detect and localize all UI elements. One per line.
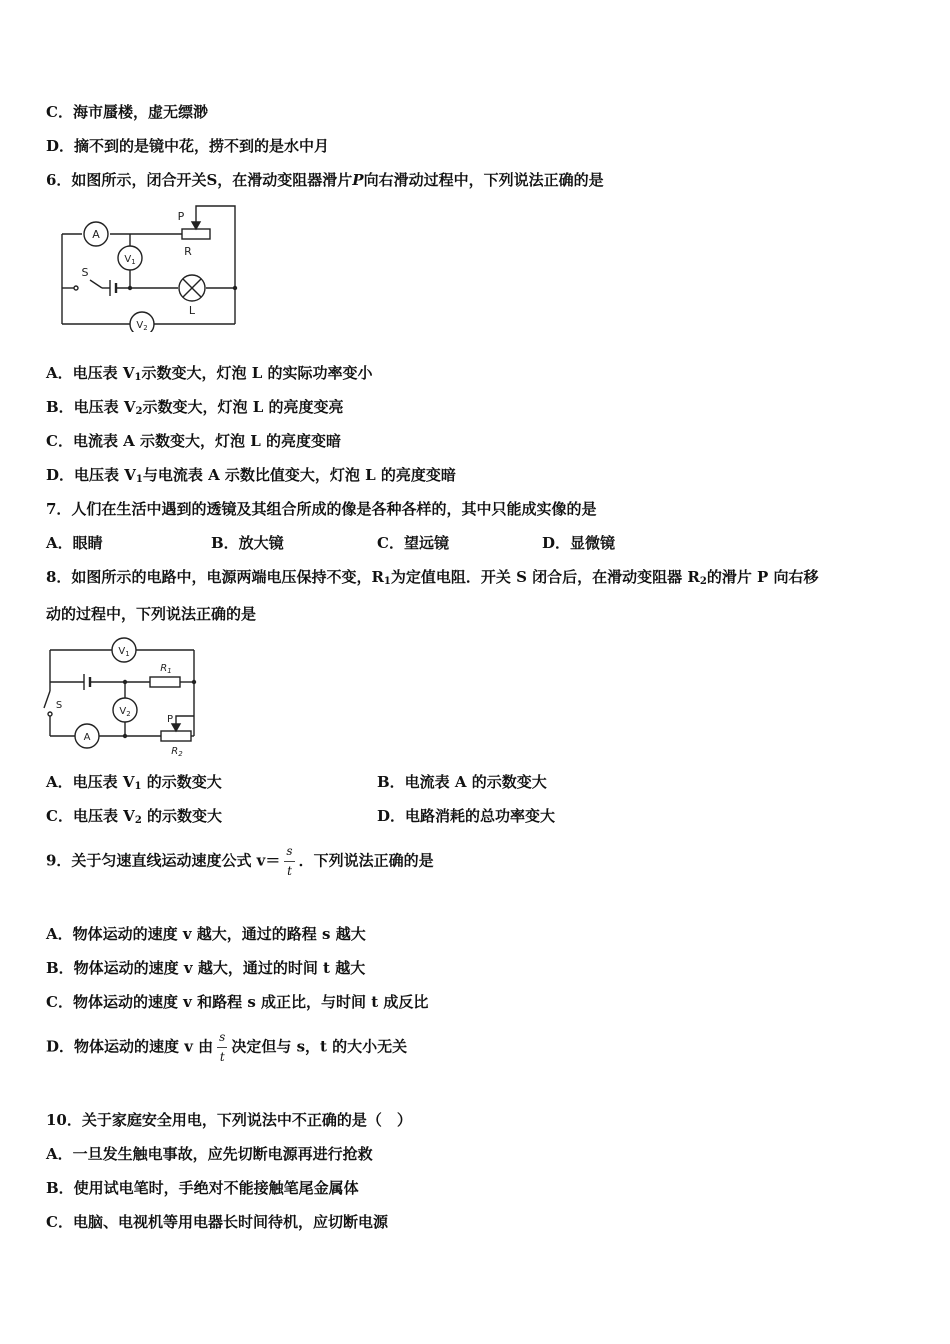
v1-sub: 1 — [125, 650, 130, 658]
q8-option-d: D．电路消耗的总功率变大 — [377, 807, 556, 825]
q10-stem: 10．关于家庭安全用电，下列说法中不正确的是（ ） — [46, 1111, 412, 1129]
q6-option-d: D．电压表 $V_1$与电流表 A 示数比值变大，灯泡 L 的亮度变暗 — [46, 466, 456, 485]
v2-sub: 2 — [143, 324, 148, 332]
svg-text:R1 — [160, 663, 171, 675]
prev-option-d: D．摘不到的是镜中花，捞不到的是水中月 — [46, 137, 330, 155]
q8-circuit-diagram — [40, 636, 205, 761]
svg-text:V2 — [119, 706, 130, 718]
q7-stem: 7．人们在生活中遇到的透镜及其组合所成的像是各种各样的，其中只能成实像的是 — [46, 500, 597, 518]
q7-option-b: B．放大镜 — [211, 534, 284, 552]
r1-sub: 1 — [167, 667, 172, 675]
switch-s-label: S — [81, 266, 89, 279]
q10-option-a: A．一旦发生触电事故，应先切断电源再进行抢救 — [46, 1145, 373, 1163]
q6-option-b: B．电压表 $V_2$示数变大，灯泡 L 的亮度变亮 — [46, 398, 344, 417]
q8-stem-line2: 动的过程中，下列说法正确的是 — [46, 605, 257, 623]
q9-option-d: D．物体运动的速度 v 由 $\frac{s}{t}$ 决定但与 s，t 的大小无关 — [46, 1030, 408, 1064]
v2-label: V — [119, 706, 127, 717]
switch-s-label: S — [55, 700, 63, 711]
r1-label: R — [160, 663, 168, 674]
prev-option-c: C．海市蜃楼，虚无缥渺 — [46, 103, 208, 121]
slider-p-label: P — [166, 714, 174, 725]
ammeter-label: A — [92, 228, 100, 241]
ammeter-label: A — [83, 732, 91, 743]
q9-option-d-fraction: $\frac{s}{t}$ — [219, 1030, 226, 1064]
q9-option-a: A．物体运动的速度 v 越大，通过的路程 s 越大 — [46, 925, 366, 943]
q7-option-c: C．望远镜 — [377, 534, 449, 552]
rheostat-r-label: R — [184, 245, 192, 258]
q6-circuit-diagram — [52, 198, 252, 332]
q8-option-c: C．电压表 $V_2$ 的示数变大 — [46, 807, 223, 826]
q10-option-c: C．电脑、电视机等用电器长时间待机，应切断电源 — [46, 1213, 388, 1231]
v2-sub: 2 — [126, 710, 131, 718]
q6-stem: 6．如图所示，闭合开关S，在滑动变阻器滑片P向右滑动过程中，下列说法正确的是 — [46, 171, 604, 189]
r2-sub: 2 — [178, 750, 183, 758]
q8-stem-line1: 8．如图所示的电路中，电源两端电压保持不变，$R_1$为定值电阻．开关 S 闭合后，在滑动变阻器 $R_2$的滑片 P 向右移 — [46, 568, 819, 587]
q6-option-a: A．电压表 $V_1$示数变大，灯泡 L 的实际功率变小 — [46, 364, 373, 383]
q8-option-b: B．电流表 A 的示数变大 — [377, 773, 547, 791]
q7-option-d: D．显微镜 — [542, 534, 616, 552]
q10-option-b: B．使用试电笔时，手绝对不能接触笔尾金属体 — [46, 1179, 359, 1197]
svg-text:V1 — [124, 254, 135, 266]
q9-formula-fraction: $\frac{s}{t}$ — [286, 844, 293, 878]
v2-label: V — [136, 320, 144, 331]
q9-stem: 9．关于匀速直线运动速度公式 v＝ $\frac{s}{t}$ ．下列说法正确的是 — [46, 844, 434, 878]
svg-text:V1 — [118, 646, 129, 658]
svg-text:R2 — [171, 746, 183, 758]
q6-option-c: C．电流表 A 示数变大，灯泡 L 的亮度变暗 — [46, 432, 342, 450]
lamp-l-label: L — [188, 304, 196, 317]
q9-option-b: B．物体运动的速度 v 越大，通过的时间 t 越大 — [46, 959, 366, 977]
svg-text:V2 — [136, 320, 147, 332]
q9-option-c: C．物体运动的速度 v 和路程 s 成正比，与时间 t 成反比 — [46, 993, 429, 1011]
q7-option-a: A．眼睛 — [46, 534, 103, 552]
v1-sub: 1 — [131, 258, 136, 266]
slider-p-label: P — [177, 210, 185, 223]
v1-label: V — [124, 254, 132, 265]
r2-label: R — [171, 746, 179, 757]
q8-option-a: A．电压表 $V_1$ 的示数变大 — [46, 773, 222, 792]
v1-label: V — [118, 646, 126, 657]
